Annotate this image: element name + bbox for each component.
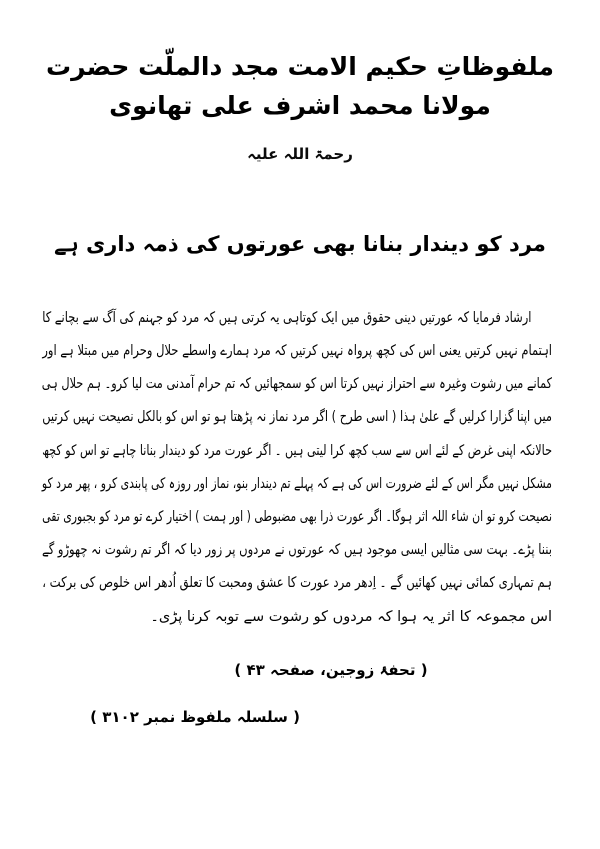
body-line: اہتمام نہیں کرتیں یعنی اس کی کچھ پرواہ نہیں کرتیں کہ مرد ہمارے واسطے حلال وحرام میں مبتلا ہے اور (42, 342, 552, 359)
body-line: کمانے میں رشوت وغیرہ سے احتراز نہیں کرتا اس کو سمجھائیں کہ تم حرام آمدنی مت لیا کرو۔ ہم حلال ہی (41, 376, 552, 393)
heading-block (0, 228, 600, 262)
body-line: اس مجموعہ کا اثر یہ ہوا کہ مردوں کو رشوت سے توبہ کرنا پڑی۔ (150, 608, 552, 625)
series-citation-block (0, 706, 600, 729)
body-line: بننا پڑے۔ بہت سی مثالیں ایسی موجود ہیں کہ عورتوں نے مردوں پر زور دیا کہ اگر تم رشوت نہ چھوڑو گے (41, 542, 553, 559)
document-title: ملفوظاتِ حکیم الامت مجد دالملّت حضرت مولانا محمد اشرف علی تھانوی (46, 52, 554, 120)
body-line: نصیحت کرو تو ان شاء اللہ اثر ہوگا۔ اگر عورت ذرا بھی مضبوطی ( اور ہمت ) اختیار کرے تو مرد کو بجبوری تقی (42, 509, 552, 525)
body-line: مشکل نہیں مگر اس کے لئے ضرورت اس کی ہے کہ پہلے تم دیندار بنو، نماز اور روزہ کی پابندی کرو ، پھر مرد کو (41, 475, 553, 492)
body-line: میں اپنا گزارا کرلیں گے علیٰ ہذا ( اسی طرح ) اگر مرد نماز نہ پڑھتا ہو تو اس کو بالکل نصیحت نہیں کرتیں (42, 409, 553, 426)
source-citation-block (0, 659, 600, 682)
body-line: ہم تمہاری کمائی نہیں کھائیں گے ۔ اِدھر مرد عورت کا عشق ومحبت کا تعلق اُدھر اس خلوص کی برکت ، (42, 575, 553, 592)
body-line: حالانکہ اپنی غرض کے لئے اس سے سب کچھ کرا لیتی ہیں ۔ اگر عورت مرد کو دیندار بنانا چاہے تو اس کو کچھ (42, 442, 552, 459)
source-citation: ( تحفۂ زوجین، صفحہ ۴۳ ) (234, 661, 428, 680)
author-honorific: رحمۃ اللہ علیہ (247, 144, 353, 163)
title-block (0, 48, 600, 166)
body-text-block (0, 301, 600, 633)
body-line: ارشاد فرمایا کہ عورتیں دینی حقوق میں ایک کوتاہی یہ کرتی ہیں کہ مرد کو جہنم کی آگ سے بچانے کا (42, 309, 532, 326)
section-heading: مرد کو دیندار بنانا بھی عورتوں کی ذمہ داری ہے (54, 231, 546, 256)
series-citation: ( سلسلہ ملفوظ نمبر ۳۱۰۲ ) (90, 707, 300, 726)
